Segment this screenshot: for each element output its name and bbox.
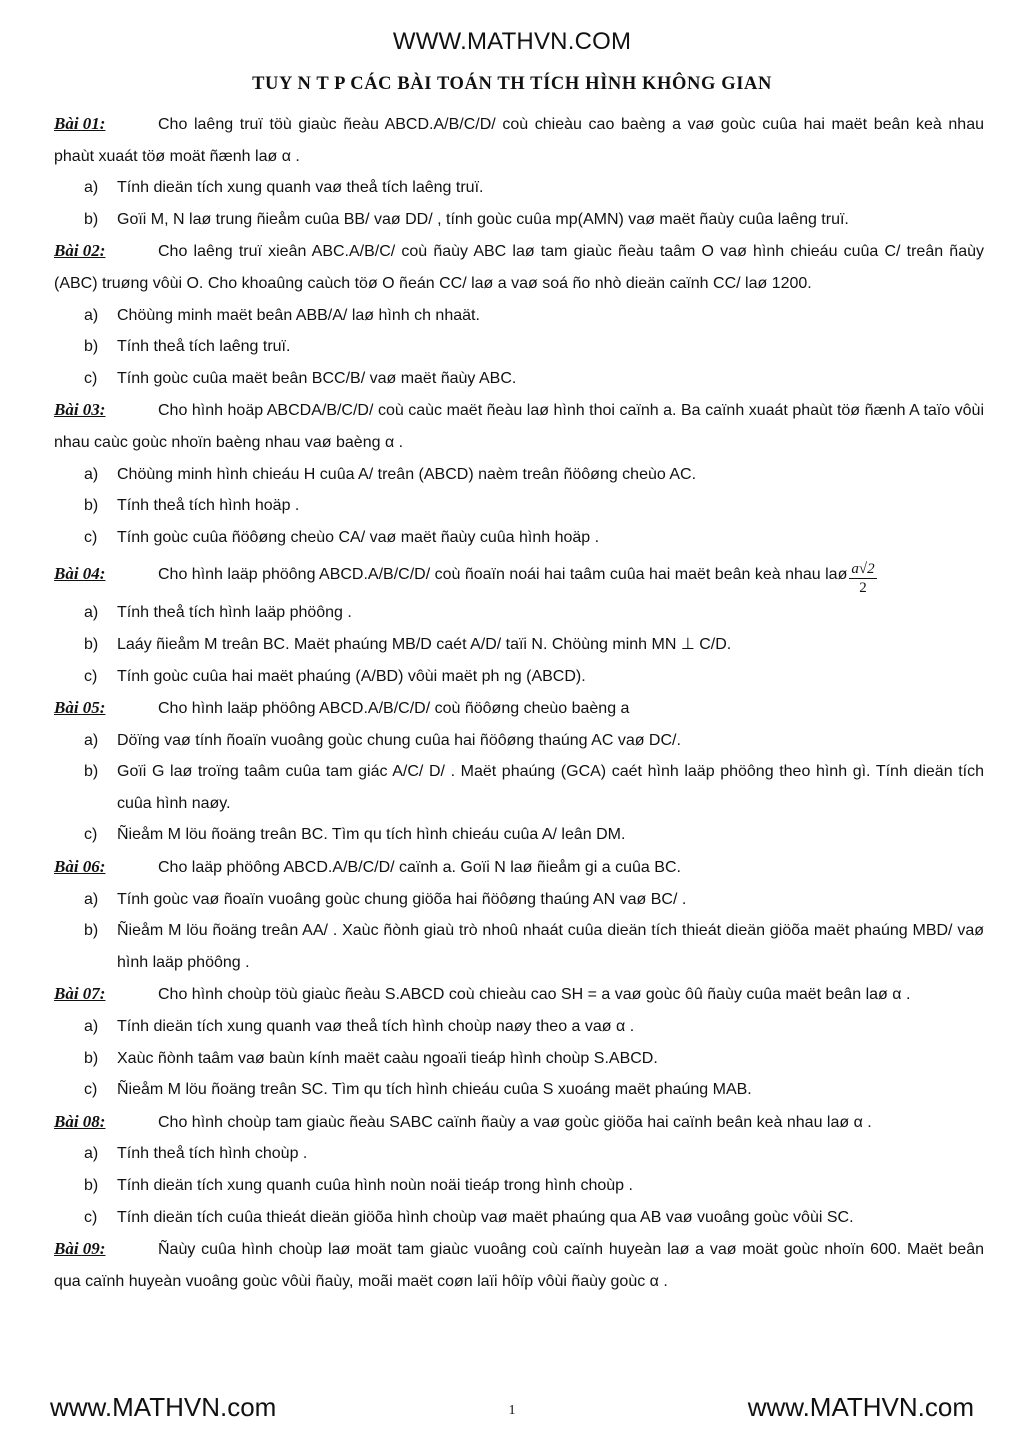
sub-question bbox=[54, 915, 984, 978]
sub-question-label: c) bbox=[84, 528, 98, 546]
sub-question-label: c) bbox=[84, 369, 98, 387]
problem-text: Ñaùy cuûa hình choùp laø moät tam giaùc vuoâng coù caïnh huyeàn laø a vaø moät goùc nhoïn 600. Maët beân qua caïnh huyeàn vuoâng goùc vôùi ñaùy, moãi maët coøn laïi hôïp vôùi ñaùy goùc α . bbox=[54, 1241, 984, 1290]
problem-text: Cho laêng truï xieân ABC.A/B/C/ coù ñaùy ABC laø tam giaùc ñeàu taâm O vaø hình chieáu cuûa C/ treân ñaùy (ABC) truøng vôùi O. Cho khoaûng caùch töø O ñeán CC/ laø a vaø soá ño nhò dieän caïnh CC/ laø 1200. bbox=[54, 243, 984, 292]
document-title: TUY N T P CÁC BÀI TOÁN TH TÍCH HÌNH KHÔNG GIAN bbox=[252, 74, 772, 94]
problem-block bbox=[54, 394, 984, 553]
problem-label: Bài 06: bbox=[54, 857, 106, 877]
problem-statement bbox=[54, 978, 984, 1011]
problem-block bbox=[54, 851, 984, 978]
sub-question-label: a) bbox=[84, 890, 99, 908]
sub-question bbox=[54, 629, 984, 661]
sub-question bbox=[54, 331, 984, 363]
sub-question-text: Tính theå tích hình choùp . bbox=[117, 1145, 308, 1163]
sub-question-label: c) bbox=[84, 667, 98, 685]
sub-question bbox=[54, 1202, 984, 1234]
problem-statement bbox=[54, 851, 984, 884]
problem-block bbox=[54, 692, 984, 851]
sub-question-text: Tính theå tích hình hoäp . bbox=[117, 497, 300, 515]
sub-question bbox=[54, 725, 984, 757]
sub-question-text: Chöùng minh hình chieáu H cuûa A/ treân (ABCD) naèm treân ñöôøng cheùo AC. bbox=[117, 465, 697, 483]
problem-text: Cho hình hoäp ABCDA/B/C/D/ coù caùc maët ñeàu laø hình thoi caïnh a. Ba caïnh xuaát phaùt töø ñænh A taïo vôùi nhau caùc goùc nhoïn baèng nhau vaø baèng α . bbox=[54, 402, 984, 451]
sub-question bbox=[54, 819, 984, 851]
sub-question-label: b) bbox=[84, 922, 99, 940]
problem-list bbox=[54, 108, 984, 1297]
problem-statement bbox=[54, 108, 984, 172]
problem-statement bbox=[54, 692, 984, 725]
problem-label: Bài 07: bbox=[54, 984, 106, 1004]
sub-question bbox=[54, 490, 984, 522]
sub-question-text: Tính dieän tích xung quanh vaø theå tích hình choùp naøy theo a vaø α . bbox=[117, 1018, 635, 1036]
problem-label: Bài 04: bbox=[54, 564, 106, 584]
sub-question bbox=[54, 756, 984, 819]
sub-question bbox=[54, 522, 984, 554]
sub-question-text: Tính goùc cuûa hai maët phaúng (A/BD) vôùi maët ph ng (ABCD). bbox=[117, 667, 586, 685]
sub-question-label: b) bbox=[84, 210, 99, 228]
problem-block bbox=[54, 1106, 984, 1233]
sub-question bbox=[54, 363, 984, 395]
sub-question-text: Goïi M, N laø trung ñieåm cuûa BB/ vaø DD/ , tính goùc cuûa mp(AMN) vaø maët ñaùy cuûa laêng truï. bbox=[117, 210, 849, 228]
sub-question-label: c) bbox=[84, 826, 98, 844]
sub-question-label: a) bbox=[84, 604, 99, 622]
sub-question bbox=[54, 884, 984, 916]
site-header: WWW.MATHVN.COM bbox=[392, 28, 632, 55]
sub-question-text: Laáy ñieåm M treân BC. Maët phaúng MB/D caét A/D/ taïi N. Chöùng minh MN ⊥ C/D. bbox=[117, 635, 732, 653]
sub-question bbox=[54, 1074, 984, 1106]
problem-text: Cho laäp phöông ABCD.A/B/C/D/ caïnh a. Goïi N laø ñieåm gi a cuûa BC. bbox=[158, 859, 681, 877]
problem-text: Cho hình choùp töù giaùc ñeàu S.ABCD coù chieàu cao SH = a vaø goùc ôû ñaùy cuûa maët beân laø α . bbox=[158, 986, 911, 1004]
sub-question-label: b) bbox=[84, 763, 99, 781]
problem-block bbox=[54, 235, 984, 394]
sub-question-label: b) bbox=[84, 338, 99, 356]
sub-question-text: Tính goùc cuûa maët beân BCC/B/ vaø maët ñaùy ABC. bbox=[117, 369, 517, 387]
problem-text: Cho laêng truï töù giaùc ñeàu ABCD.A/B/C/D/ coù chieàu cao baèng a vaø goùc cuûa hai maët beân keà nhau phaùt xuaát töø moät ñænh laø α . bbox=[54, 116, 984, 165]
problem-block bbox=[54, 108, 984, 235]
problem-statement bbox=[54, 553, 984, 597]
sub-question-text: Chöùng minh maët beân ABB/A/ laø hình ch nhaät. bbox=[117, 306, 480, 324]
sub-question-text: Tính dieän tích xung quanh cuûa hình noùn noäi tieáp trong hình choùp . bbox=[117, 1177, 633, 1194]
problem-statement bbox=[54, 1233, 984, 1297]
page-number: 1 bbox=[508, 1403, 516, 1418]
problem-label: Bài 03: bbox=[54, 400, 106, 420]
sub-question bbox=[54, 1138, 984, 1170]
footer-site-left: www.MATHVN.com bbox=[50, 1392, 277, 1422]
footer-site-right: www.MATHVN.com bbox=[747, 1392, 974, 1422]
sub-question-text: Tính theå tích hình laäp phöông . bbox=[117, 604, 352, 622]
problem-statement bbox=[54, 235, 984, 299]
sub-question-text: Ñieåm M löu ñoäng treân SC. Tìm qu tích hình chieáu cuûa S xuoáng maët phaúng MAB. bbox=[117, 1081, 752, 1099]
sub-question bbox=[54, 1170, 984, 1202]
sub-question-label: a) bbox=[84, 306, 99, 324]
sub-question bbox=[54, 597, 984, 629]
fraction-numerator: a√2 bbox=[851, 561, 875, 578]
sub-question-text: Ñieåm M löu ñoäng treân AA/ . Xaùc ñònh giaù trò nhoû nhaát cuûa dieän tích thieát dieän giöõa maët phaúng MBD/ vaø hình laäp phöông . bbox=[117, 922, 984, 971]
problem-statement bbox=[54, 1106, 984, 1139]
problem-text: Cho hình laäp phöông ABCD.A/B/C/D/ coù ñoaïn noái hai taâm cuûa hai maët beân keà nhau laø bbox=[158, 566, 848, 584]
problem-block bbox=[54, 978, 984, 1105]
sub-question-text: Tính theå tích laêng truï. bbox=[117, 338, 291, 356]
sub-question-text: Ñieåm M löu ñoäng treân BC. Tìm qu tích hình chieáu cuûa A/ leân DM. bbox=[117, 826, 626, 844]
sub-question-label: a) bbox=[84, 1145, 99, 1163]
sub-question-label: a) bbox=[84, 731, 99, 749]
sub-question-text: Döïng vaø tính ñoaïn vuoâng goùc chung cuûa hai ñöôøng thaúng AC vaø DC/. bbox=[117, 731, 681, 749]
sub-question-label: a) bbox=[84, 179, 99, 197]
fraction-denominator: 2 bbox=[859, 580, 867, 597]
sub-question bbox=[54, 172, 984, 204]
problem-label: Bài 08: bbox=[54, 1111, 106, 1131]
sub-question-text: Tính goùc cuûa ñöôøng cheùo CA/ vaø maët ñaùy cuûa hình hoäp . bbox=[117, 528, 600, 546]
problem-label: Bài 02: bbox=[54, 241, 106, 261]
sub-question-label: a) bbox=[84, 465, 99, 483]
sub-question-label: b) bbox=[84, 1049, 99, 1067]
sub-question bbox=[54, 661, 984, 693]
sub-question bbox=[54, 459, 984, 491]
sub-question-text: Goïi G laø troïng taâm cuûa tam giác A/C/ D/ . Maët phaúng (GCA) caét hình laäp phöông theo hình gì. Tính dieän tích cuûa hình naøy. bbox=[117, 763, 984, 812]
problem-block bbox=[54, 553, 984, 692]
sub-question-label: b) bbox=[84, 1177, 99, 1194]
sub-question bbox=[54, 204, 984, 236]
problem-label: Bài 05: bbox=[54, 698, 106, 718]
sub-question bbox=[54, 300, 984, 332]
sub-question-label: b) bbox=[84, 497, 99, 515]
sub-question-text: Xaùc ñònh taâm vaø baùn kính maët caàu ngoaïi tieáp hình choùp S.ABCD. bbox=[117, 1049, 658, 1067]
sub-question bbox=[54, 1043, 984, 1075]
problem-text: Cho hình choùp tam giaùc ñeàu SABC caïnh ñaùy a vaø goùc giöõa hai caïnh beân keà nhau laø α . bbox=[158, 1113, 872, 1131]
problem-block bbox=[54, 1233, 984, 1297]
problem-statement bbox=[54, 394, 984, 458]
sub-question-text: Tính dieän tích cuûa thieát dieän giöõa hình choùp vaø maët phaúng qua AB vaø vuoâng goùc vôùi SC. bbox=[117, 1208, 854, 1226]
sub-question-text: Tính goùc vaø ñoaïn vuoâng goùc chung giöõa hai ñöôøng thaúng AN vaø BC/ . bbox=[117, 890, 687, 908]
sub-question-text: Tính dieän tích xung quanh vaø theå tích laêng truï. bbox=[117, 179, 484, 197]
problem-label: Bài 09: bbox=[54, 1239, 106, 1259]
fraction bbox=[849, 560, 876, 597]
sub-question-label: c) bbox=[84, 1081, 98, 1099]
sub-question-label: c) bbox=[84, 1208, 98, 1226]
problem-text: Cho hình laäp phöông ABCD.A/B/C/D/ coù ñöôøng cheùo baèng a bbox=[158, 700, 630, 718]
sub-question bbox=[54, 1011, 984, 1043]
sub-question-label: a) bbox=[84, 1018, 99, 1036]
problem-label: Bài 01: bbox=[54, 114, 106, 133]
sub-question-label: b) bbox=[84, 635, 99, 653]
